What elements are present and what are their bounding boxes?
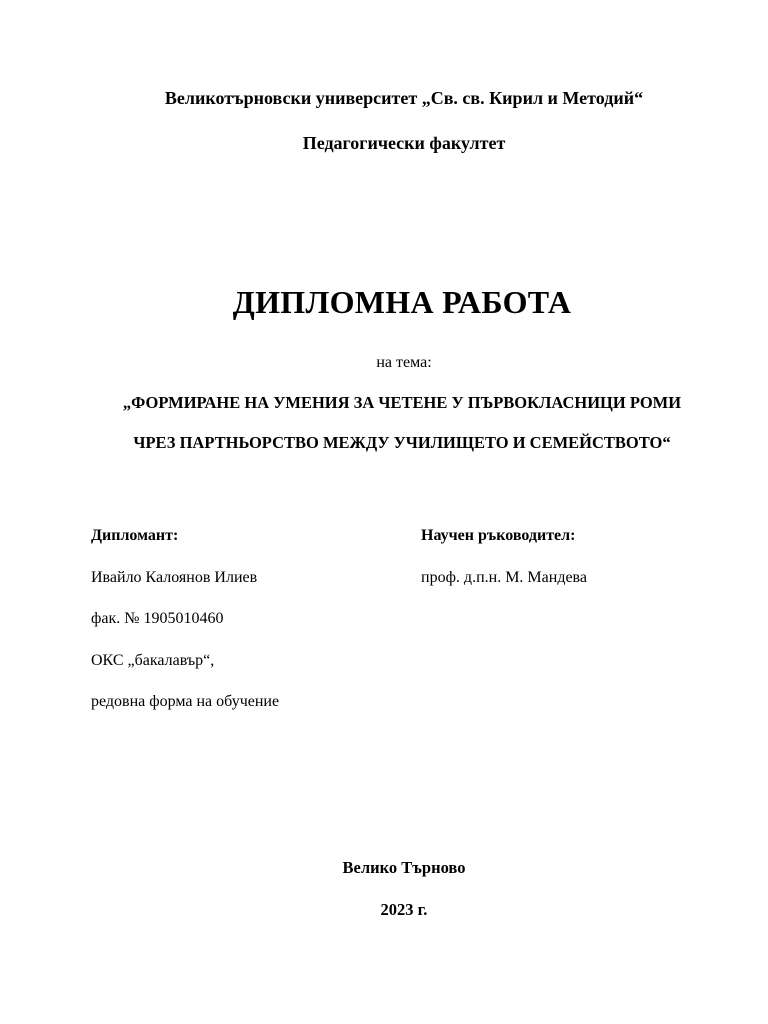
topic-label: на тема: [376, 354, 432, 371]
university-name: Великотърновски университет „Св. св. Кирил и Методий“ [164, 88, 644, 108]
study-form: редовна форма на обучение [91, 693, 280, 710]
student-name: Ивайло Калоянов Илиев [91, 568, 258, 586]
supervisor-heading: Научен ръководител: [421, 527, 576, 544]
faculty-number: фак. № 1905010460 [91, 610, 224, 627]
student-heading: Дипломант: [91, 527, 179, 544]
year: 2023 г. [380, 900, 428, 919]
topic-line-1: „ФОРМИРАНЕ НА УМЕНИЯ ЗА ЧЕТЕНЕ У ПЪРВОКЛАСНИЦИ РОМИ [122, 393, 682, 412]
faculty-name: Педагогически факултет [302, 133, 506, 153]
supervisor-info [421, 526, 721, 609]
city: Велико Търново [342, 858, 466, 877]
topic-line-2: ЧРЕЗ ПАРТНЬОРСТВО МЕЖДУ УЧИЛИЩЕТО И СЕМЕЙСТВОТО“ [133, 433, 671, 452]
supervisor-name: проф. д.п.н. М. Мандева [421, 568, 587, 586]
degree: ОКС „бакалавър“, [91, 651, 215, 669]
document-title: ДИПЛОМНА РАБОТА [232, 284, 572, 320]
student-info [91, 526, 391, 734]
